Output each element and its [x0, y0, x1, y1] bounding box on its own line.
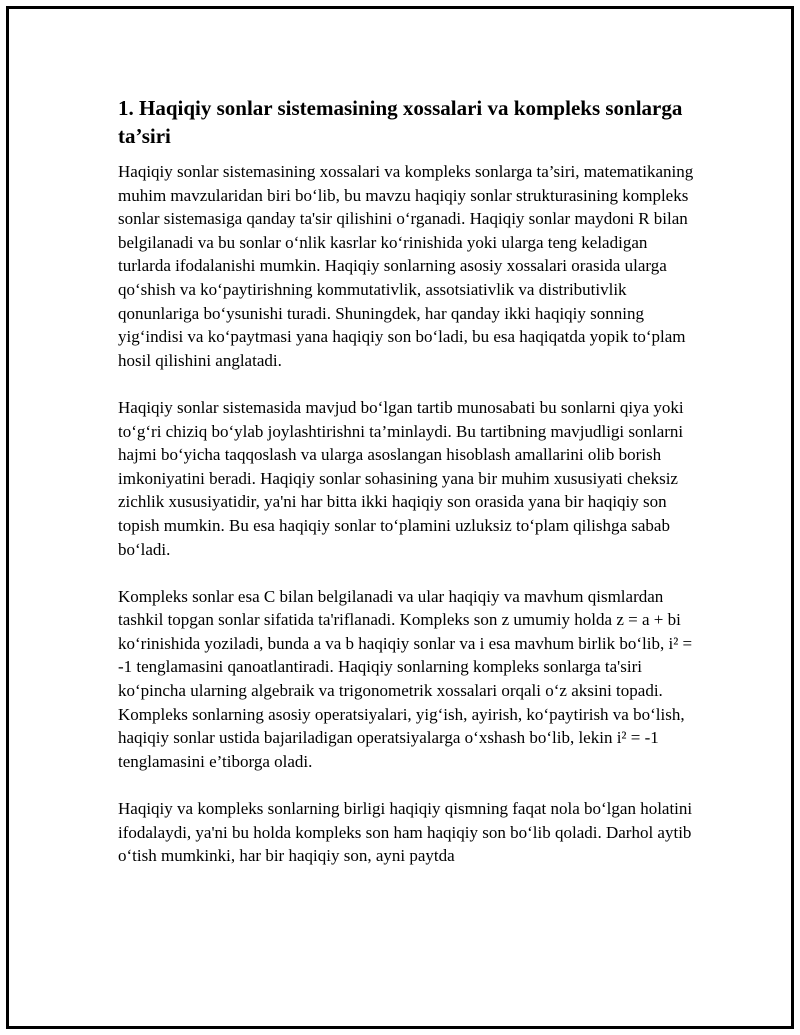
- paragraph-order-relation: Haqiqiy sonlar sistemasida mavjud bo‘lgan tartib munosabati bu sonlarni qiya yoki to‘g‘ri chiziq bo‘ylab joylashtirishni ta’minlaydi. Bu tartibning mavjudligi sonlarni hajmi bo‘yicha taqqoslash va ularga asoslangan hisoblash amallarini olib borish imkoniyatini beradi. Haqiqiy sonlar sohasining yana bir muhim xususiyati cheksiz zichlik xususiyatidir, ya'ni har bitta ikki haqiqiy son orasida yana bir haqiqiy son topish mumkin. Bu esa haqiqiy sonlar to‘plamini uzluksiz to‘plam qilishga sabab bo‘ladi.: [118, 397, 684, 559]
- paragraph-unity-of-numbers: Haqiqiy va kompleks sonlarning birligi haqiqiy qismning faqat nola bo‘lgan holatini ifodalaydi, ya'ni bu holda kompleks son ham haqiqiy son bo‘lib qoladi. Darhol aytib o‘tish mumkinki, har bir haqiqiy son, ayni paytda: [118, 799, 693, 866]
- document-body: [118, 94, 703, 891]
- paragraph-complex-numbers: Kompleks sonlar esa C bilan belgilanadi va ular haqiqiy va mavhum qismlardan tashkil topgan sonlar sifatida ta'riflanadi. Kompleks son z umumiy holda z = a + bi ko‘rinishida yoziladi, bunda a va b haqiqiy sonlar va i esa mavhum birlik bo‘lib, i² = -1 tenglamasini qanoatlantiradi. Haqiqiy sonlarning kompleks sonlarga ta'siri ko‘pincha ularning algebraik va trigonometrik xossalari orqali o‘z aksini topadi. Kompleks sonlarning asosiy operatsiyalari, yig‘ish, ayirish, ko‘paytirish va bo‘lish, haqiqiy sonlar ustida bajariladigan operatsiyalarga o‘xshash bo‘lib, lekin i² = -1 tenglamasini e’tiborga oladi.: [118, 586, 693, 771]
- paragraph-real-number-properties: Haqiqiy sonlar sistemasining xossalari va kompleks sonlarga ta’siri, matematikaning muhim mavzularidan biri bo‘lib, bu mavzu haqiqiy sonlar strukturasining kompleks sonlar sistemasiga qanday ta'sir qilishini o‘rganadi. Haqiqiy sonlar maydoni R bilan belgilanadi va bu sonlar o‘nlik kasrlar ko‘rinishida yoki ularga teng keladigan turlarda ifodalanishi mumkin. Haqiqiy sonlarning asosiy xossalari orasida ularga qo‘shish va ko‘paytirishning kommutativlik, assotsiativlik va distributivlik qonunlariga bo‘ysunishi turadi. Shuningdek, har qanday ikki haqiqiy sonning yig‘indisi va ko‘paytmasi yana haqiqiy son bo‘ladi, bu esa haqiqatda yopik to‘plam hosil qilishini anglatadi.: [118, 162, 694, 370]
- section-heading: 1. Haqiqiy sonlar sistemasining xossalari va kompleks sonlarga ta’siri: [118, 96, 683, 148]
